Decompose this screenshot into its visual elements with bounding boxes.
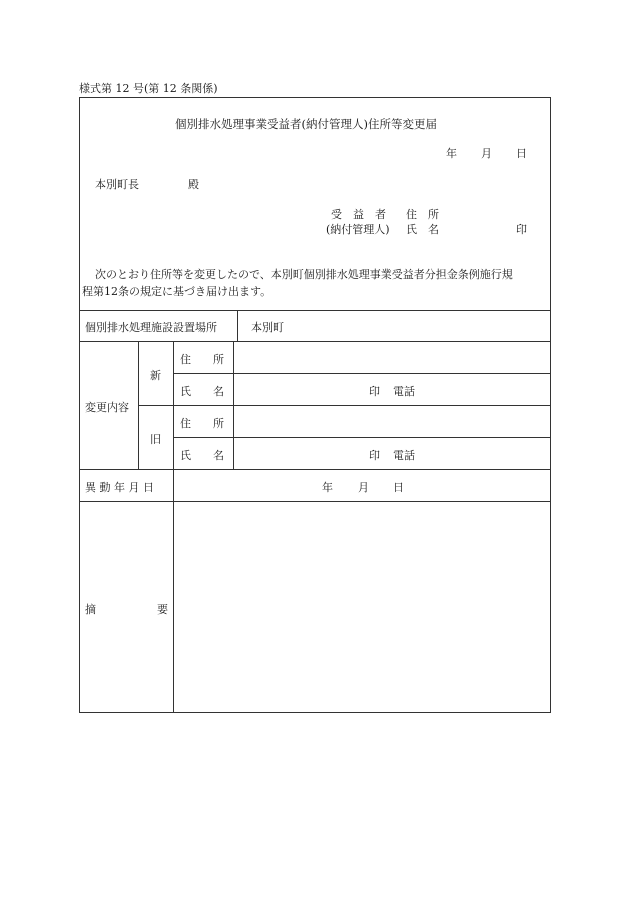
location-value: 本別町 (251, 321, 284, 334)
date-year: 年 (446, 147, 457, 160)
beneficiary-label: 受 益 者 (331, 208, 386, 221)
rule-remarks-top (79, 501, 551, 502)
change-date-day: 日 (393, 481, 404, 494)
rule-date-top (79, 469, 551, 470)
rule-field-col (233, 341, 234, 469)
change-date-month: 月 (358, 481, 369, 494)
date-month: 月 (481, 147, 492, 160)
old-address-label: 住 所 (180, 417, 224, 430)
new-phone-label: 電話 (393, 385, 415, 398)
new-label: 新 (150, 369, 161, 382)
old-name-label: 氏 名 (180, 449, 224, 462)
remarks-label-second: 要 (157, 603, 168, 616)
rule-old-mid (173, 437, 551, 438)
rule-new-mid (173, 373, 551, 374)
new-name-label: 氏 名 (180, 385, 224, 398)
new-seal-mark: 印 (369, 385, 380, 398)
applicant-seal-mark: 印 (516, 223, 527, 236)
rule-change-col1 (138, 341, 139, 469)
remarks-label-first: 摘 (85, 603, 96, 616)
rule-new-old (138, 405, 551, 406)
body-text-line-1: 次のとおり住所等を変更したので、本別町個別排水処理事業受益者分担金条例施行規 (95, 268, 513, 281)
change-date-year: 年 (322, 481, 333, 494)
addressee-honorific: 殿 (188, 178, 199, 191)
date-day: 日 (516, 147, 527, 160)
rule-main-col (173, 341, 174, 713)
beneficiary-name-label: 氏 名 (406, 223, 439, 236)
beneficiary-address-label: 住 所 (406, 208, 439, 221)
new-address-label: 住 所 (180, 353, 224, 366)
addressee-name: 本別町長 (95, 178, 139, 191)
old-phone-label: 電話 (393, 449, 415, 462)
form-number: 様式第 12 号(第 12 条関係) (79, 82, 218, 95)
rule-change-top (79, 341, 551, 342)
payment-manager-label: (納付管理人) (326, 223, 390, 236)
old-seal-mark: 印 (369, 449, 380, 462)
rule-location-divider (237, 310, 238, 341)
old-label: 旧 (150, 433, 161, 446)
body-text-line-2: 程第12条の規定に基づき届け出ます。 (82, 285, 272, 298)
change-date-label: 異 動 年 月 日 (85, 481, 154, 494)
location-label: 個別排水処理施設設置場所 (85, 321, 217, 334)
change-content-label: 変更内容 (85, 401, 129, 414)
rule-location-top (79, 310, 551, 311)
form-title: 個別排水処理事業受益者(納付管理人)住所等変更届 (175, 117, 437, 131)
